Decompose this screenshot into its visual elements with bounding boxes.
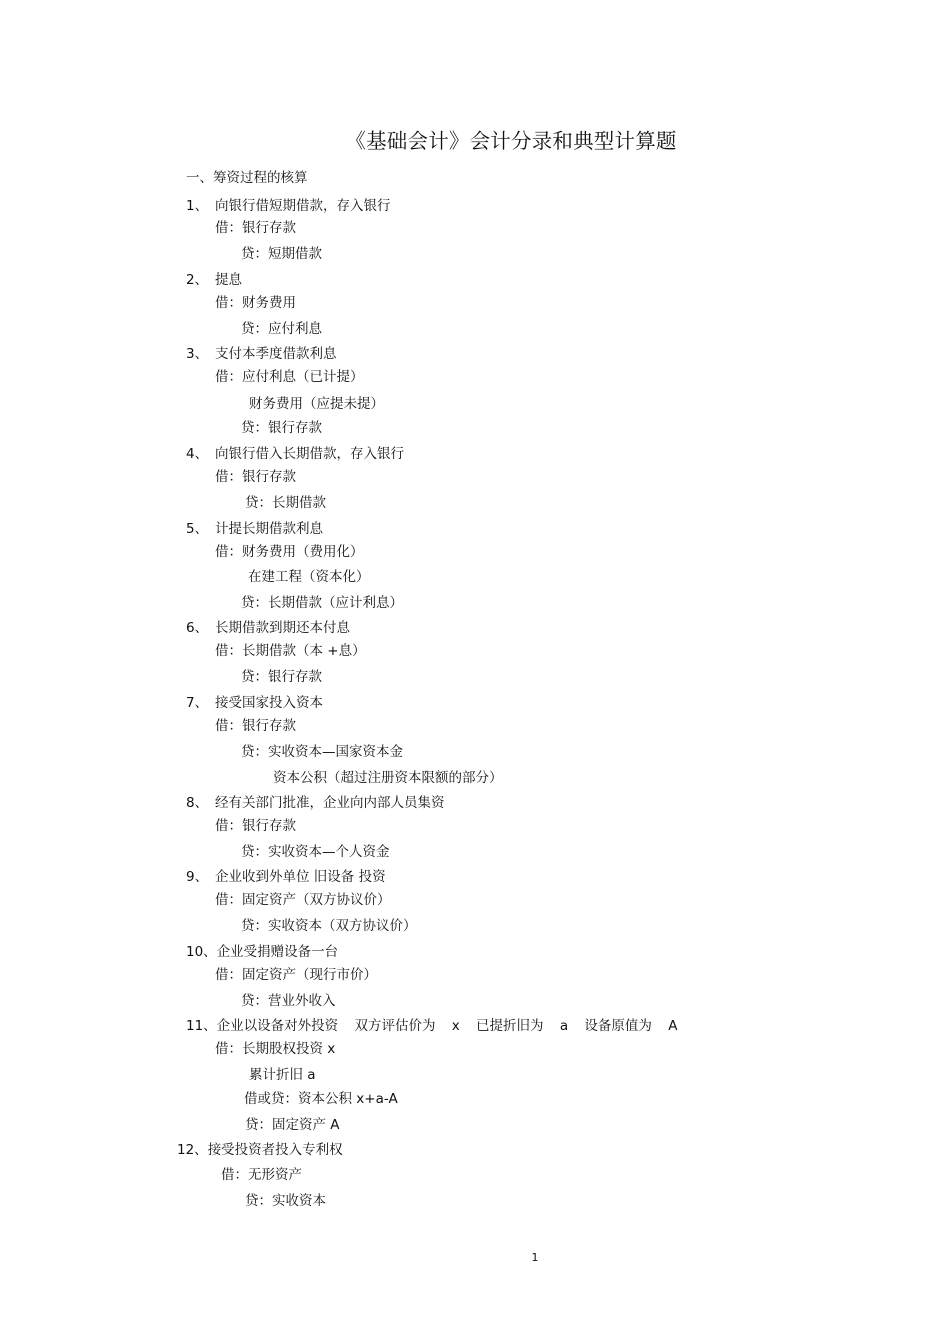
item-text: 经有关部门批准，企业向内部人员集资 (215, 795, 445, 811)
journal-entry-debit: 借：固定资产（双方协议价） (215, 892, 391, 908)
list-item-heading (186, 519, 323, 539)
journal-entry-credit: 贷：应付利息 (241, 321, 322, 337)
journal-entry-credit: 贷：长期借款（应计利息） (241, 595, 403, 611)
list-item-heading (186, 693, 323, 713)
journal-entry-credit: 贷：银行存款 (241, 420, 322, 436)
journal-entry-credit: 贷：实收资本—个人资金 (241, 844, 390, 860)
item-number: 11、 (186, 1018, 217, 1034)
list-item-heading (186, 196, 391, 216)
journal-entry-debit-cont: 在建工程（资本化） (248, 569, 370, 585)
item-number: 9、 (186, 869, 209, 885)
item-number: 1、 (186, 198, 209, 214)
list-item-heading (186, 444, 404, 464)
item-text: 企业受捐赠设备一台 (216, 944, 339, 960)
journal-entry-debit: 借：应付利息（已计提） (215, 369, 364, 385)
item-text: 提息 (215, 272, 242, 288)
document-title: 《基础会计》会计分录和典型计算题 (345, 129, 677, 153)
item-text: 企业收到外单位 旧设备 投资 (215, 869, 386, 885)
item-number: 5、 (186, 521, 209, 537)
item-number: 2、 (186, 272, 209, 288)
list-item-heading (186, 793, 445, 813)
journal-entry-debit-or-credit: 借或贷：资本公积 x+a-A (244, 1091, 398, 1107)
item-text: 支付本季度借款利息 (215, 346, 337, 362)
item-number: 7、 (186, 695, 209, 711)
journal-entry-debit: 借：长期借款（本 +息） (215, 643, 366, 659)
item-number: 10、 (186, 944, 217, 960)
journal-entry-debit: 借：银行存款 (215, 220, 296, 236)
journal-entry-credit: 贷：银行存款 (241, 669, 322, 685)
journal-entry-credit: 贷：实收资本—国家资本金 (241, 744, 403, 760)
item-text: 向银行借短期借款，存入银行 (215, 198, 391, 214)
item-text: 接受投资者投入专利权 (207, 1142, 343, 1158)
list-item-heading (186, 867, 386, 887)
journal-entry-debit: 借：长期股权投资 x (215, 1041, 336, 1057)
list-item-heading (186, 618, 350, 638)
item-number: 4、 (186, 446, 209, 462)
item-text: 接受国家投入资本 (215, 695, 323, 711)
item-number: 12、 (177, 1142, 208, 1158)
journal-entry-credit: 贷：长期借款 (245, 495, 326, 511)
journal-entry-debit-cont: 财务费用（应提未提） (249, 396, 384, 412)
journal-entry-debit: 借：银行存款 (215, 718, 296, 734)
journal-entry-credit: 贷：实收资本 (245, 1193, 326, 1209)
item-text: 长期借款到期还本付息 (215, 620, 350, 636)
item-text: 企业以设备对外投资 双方评估价为 x 已提折旧为 a 设备原值为 A (216, 1018, 678, 1034)
journal-entry-debit: 借：无形资产 (221, 1167, 302, 1183)
journal-entry-debit: 借：固定资产（现行市价） (215, 967, 377, 983)
page-number: 1 (531, 1251, 539, 1264)
list-item-heading (186, 344, 337, 364)
item-text: 向银行借入长期借款，存入银行 (215, 446, 404, 462)
item-text: 计提长期借款利息 (215, 521, 323, 537)
journal-entry-credit: 贷：短期借款 (241, 246, 322, 262)
journal-entry-debit: 借：银行存款 (215, 469, 296, 485)
list-item-heading (186, 1016, 677, 1036)
journal-entry-credit: 贷：营业外收入 (241, 993, 336, 1009)
list-item-heading (186, 942, 338, 962)
item-number: 8、 (186, 795, 209, 811)
journal-entry-credit-cont: 资本公积（超过注册资本限额的部分） (273, 770, 503, 786)
list-item-heading (177, 1140, 343, 1160)
list-item-heading (186, 270, 242, 290)
item-number: 6、 (186, 620, 209, 636)
journal-entry-debit: 借：银行存款 (215, 818, 296, 834)
journal-entry-credit: 贷：固定资产 A (245, 1117, 340, 1133)
section-heading: 一、筹资过程的核算 (186, 170, 308, 186)
item-number: 3、 (186, 346, 209, 362)
journal-entry-debit-cont: 累计折旧 a (249, 1067, 316, 1083)
journal-entry-debit: 借：财务费用（费用化） (215, 544, 364, 560)
journal-entry-debit: 借：财务费用 (215, 295, 296, 311)
journal-entry-credit: 贷：实收资本（双方协议价） (241, 918, 417, 934)
